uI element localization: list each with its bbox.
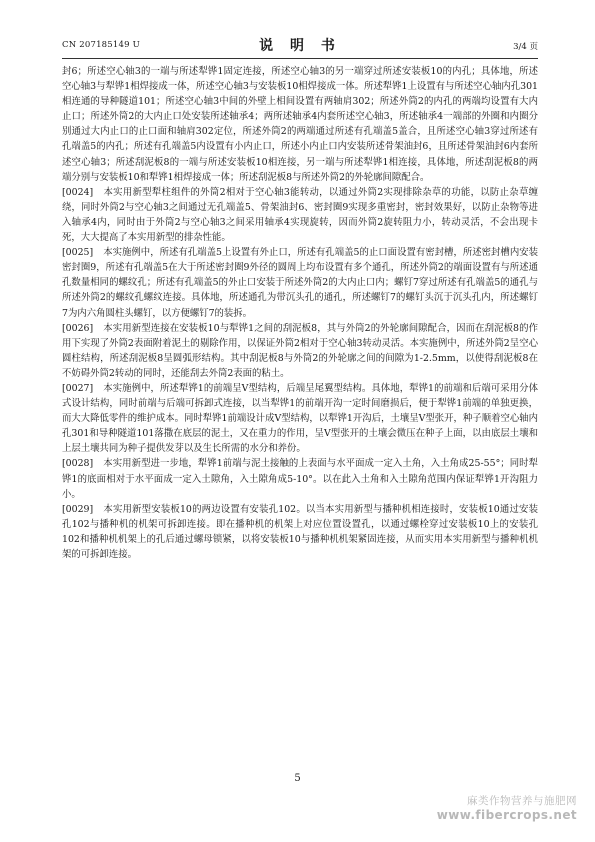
- header-divider: [62, 58, 538, 59]
- paragraph-text: 封6；所述空心轴3的一端与所述犁铧1固定连接，所述空心轴3的另一端穿过所述安装板10的内孔；具体地，所述空心轴3与犁铧1相焊接成一体，所述空心轴3与安装板10相焊接成一体。所述犁铧1上设置有与所述空心轴内孔301相连通的导种隧道101；所述空心轴3中间的外壁上相间设置有两轴肩302；所述外筒2的内孔的两端均设置有大内止口；所述外筒2的大内止口处安装所述轴承4；两所述轴承4内套所述空心轴3，所述轴承4一端部的外圈和内圈分别通过大内止口的止口面和轴肩302定位，所述外筒2的两端通过所述有孔端盖5盖合，且所述空心轴3穿过所述有孔端盖5的内孔；所述有孔端盖5内设置有小内止口，所述小内止口内安装所述骨架油封6，且所述骨架油封6内套所述空心轴3；所述刮泥板8的一端与所述安装板10相连接，另一端与所述犁铧1相连接，具体地，所述刮泥板8的两端分别与安装板10和犁铧1相焊接成一体；所述刮泥板8与所述外筒2的外轮廓间隙配合。: [62, 66, 538, 183]
- paragraph-text: 本实用新型犁柱组件的外筒2相对于空心轴3能转动，以通过外筒2实现排除杂草的功能，以防止杂草缠绕，同时外筒2与空心轴3之间通过无孔端盖5、骨架油封6、密封圈9实现多重密封，密封效果好，以防止杂物等进入轴承4内，同时由于外筒2与空心轴3之间采用轴承4实现旋转，因而外筒2旋转阻力小，转动灵活，不会出现卡死，大大提高了本实用新型的排杂性能。: [62, 186, 538, 244]
- paragraph-0027: [62, 381, 538, 456]
- page-indicator: 3/4 页: [513, 42, 538, 52]
- paragraph-number: [0029]: [62, 503, 94, 515]
- paragraph-text: 本实用新型连接在安装板10与犁铧1之间的刮泥板8，其与外筒2的外轮廓间隙配合，因而在刮泥板8的作用下实现了外筒2表面附着泥土的剔除作用，以保证外筒2相对于空心轴3转动灵活。本实施例中，所述外筒2呈空心圆柱结构，所述刮泥板8呈圆弧形结构。其中刮泥板8与外筒2的外轮廓之间的间隙为1-2.5mm，以使得刮泥板8在不妨碍外筒2转动的同时，还能刮去外筒2表面的粘土。: [62, 322, 538, 379]
- paragraph-text: 本实施例中，所述有孔端盖5上设置有外止口，所述有孔端盖5的止口面设置有密封槽，所述密封槽内安装密封圈9，所述有孔端盖5在大于所述密封圈9外径的圆周上均布设置有多个通孔，所述外筒2的端面设置有与所述通孔数量相同的螺纹孔；所述有孔端盖5的外止口安装于所述外筒2的大内止口内；螺钉7穿过所述有孔端盖5的通孔与所述外筒2的螺纹孔螺纹连接。具体地，所述通孔为带沉头孔的通孔，所述螺钉7的螺钉头沉于沉头孔内，所述螺钉7为内六角圆柱头螺钉，以方便螺钉7的装拆。: [62, 247, 538, 319]
- paragraph-number: [0025]: [62, 247, 94, 259]
- watermark-url: www.fibercrops.net: [436, 808, 577, 822]
- description-body: [62, 64, 538, 562]
- paragraph-0024: [62, 185, 538, 245]
- watermark-site-name: 麻类作物营养与施肥网: [467, 795, 577, 807]
- paragraph-0025: [62, 245, 538, 320]
- page-number: 5: [294, 773, 301, 784]
- document-title: 说 明 书: [259, 38, 341, 54]
- paragraph-text: 本实施例中，所述犁铧1的前端呈V型结构，后端呈尾翼型结构。具体地，犁铧1的前端和后端可采用分体式设计结构，同时前端与后端可拆卸式连接，以当犁铧1的前端开沟一定时间磨损后，便于犁铧1前端的单独更换，而大大降低零件的维护成本。同时犁铧1前端设计成V型结构，以犁铧1开沟后，土壤呈V型张开，种子顺着空心轴内孔301和导种隧道101落撒在底层的泥土，又在重力的作用，呈V型张开的土壤会微压在种子上面，以由底层土壤和上层土壤共同为种子提供发芽以及生长所需的水分和养份。: [62, 382, 538, 455]
- paragraph-number: [0027]: [62, 382, 94, 394]
- paragraph-text: 本实用新型安装板10的两边设置有安装孔102。以当本实用新型与播种机相连接时，安装板10通过安装孔102与播种机的机架可拆卸连接。即在播种机的机架上对应位置设置孔，以通过螺栓穿过安装板10上的安装孔102和播种机机架上的孔后通过螺母锁紧，以将安装板10与播种机机架紧固连接，从而实用本实用新型与播种机机架的可拆卸连接。: [62, 503, 538, 560]
- paragraph-continued: [62, 64, 538, 185]
- site-watermark: [437, 793, 577, 822]
- patent-number: CN 207185149 U: [62, 40, 140, 50]
- page-header: [62, 34, 538, 56]
- paragraph-number: [0024]: [62, 186, 94, 198]
- paragraph-number: [0028]: [62, 458, 94, 470]
- paragraph-0026: [62, 321, 538, 381]
- paragraph-number: [0026]: [62, 322, 94, 334]
- paragraph-0029: [62, 502, 538, 562]
- paragraph-text: 本实用新型进一步地，犁铧1前端与泥土接触的上表面与水平面成一定入土角，入土角成25-55°；同时犁铧1的底面相对于水平面成一定入土隙角，入土隙角成5-10°。以在此入土角和入土隙角范围内保证犁铧1开沟阻力小。: [62, 458, 538, 500]
- paragraph-0028: [62, 456, 538, 501]
